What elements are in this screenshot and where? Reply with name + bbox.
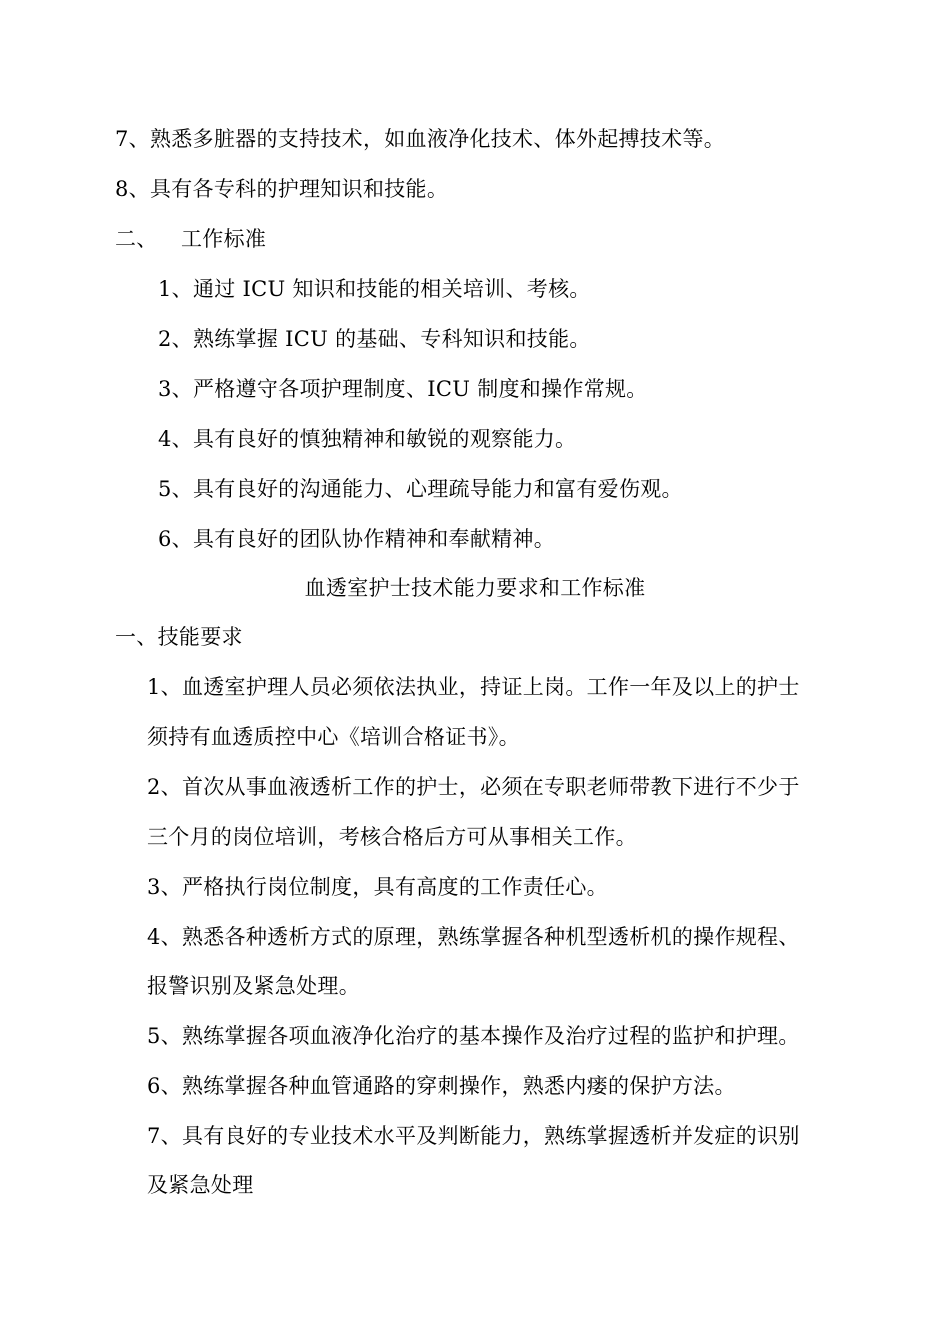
standard-item-3: 3、严格遵守各项护理制度、ICU 制度和操作常规。 <box>158 377 648 401</box>
skill-item-5: 5、熟练掌握各项血液净化治疗的基本操作及治疗过程的监护和护理。 <box>147 1024 800 1048</box>
skill-item-7-line-2: 及紧急处理 <box>147 1173 254 1197</box>
document-title: 血透室护士技术能力要求和工作标准 <box>304 576 646 600</box>
skill-item-7-line-1: 7、具有良好的专业技术水平及判断能力，熟练掌握透析并发症的识别 <box>147 1124 800 1148</box>
standard-item-4: 4、具有良好的慎独精神和敏锐的观察能力。 <box>158 427 577 451</box>
skill-item-1-line-2: 须持有血透质控中心《培训合格证书》。 <box>147 725 520 749</box>
skill-item-3: 3、严格执行岗位制度，具有高度的工作责任心。 <box>147 875 608 899</box>
standard-item-2: 2、熟练掌握 ICU 的基础、专科知识和技能。 <box>158 327 591 351</box>
skill-item-6: 6、熟练掌握各种血管通路的穿刺操作，熟悉内瘘的保护方法。 <box>147 1074 736 1098</box>
skill-item-4-line-1: 4、熟悉各种透析方式的原理，熟练掌握各种机型透析机的操作规程、 <box>147 925 800 949</box>
skill-item-4-line-2: 报警识别及紧急处理。 <box>147 974 360 998</box>
section-2-title: 工作标准 <box>181 227 267 251</box>
continued-item-8: 8、具有各专科的护理知识和技能。 <box>115 177 449 201</box>
section-1-heading: 一、技能要求 <box>115 625 243 649</box>
skill-item-2-line-2: 三个月的岗位培训，考核合格后方可从事相关工作。 <box>147 825 637 849</box>
standard-item-5: 5、具有良好的沟通能力、心理疏导能力和富有爱伤观。 <box>158 477 683 501</box>
section-2-number: 二、 <box>115 227 158 251</box>
skill-item-1-line-1: 1、血透室护理人员必须依法执业，持证上岗。工作一年及以上的护士 <box>147 675 800 699</box>
section-2-heading <box>115 224 266 254</box>
continued-item-7: 7、熟悉多脏器的支持技术，如血液净化技术、体外起搏技术等。 <box>115 127 726 151</box>
standard-item-6: 6、具有良好的团队协作精神和奉献精神。 <box>158 527 556 551</box>
standard-item-1: 1、通过 ICU 知识和技能的相关培训、考核。 <box>158 277 591 301</box>
skill-item-2-line-1: 2、首次从事血液透析工作的护士，必须在专职老师带教下进行不少于 <box>147 775 800 799</box>
